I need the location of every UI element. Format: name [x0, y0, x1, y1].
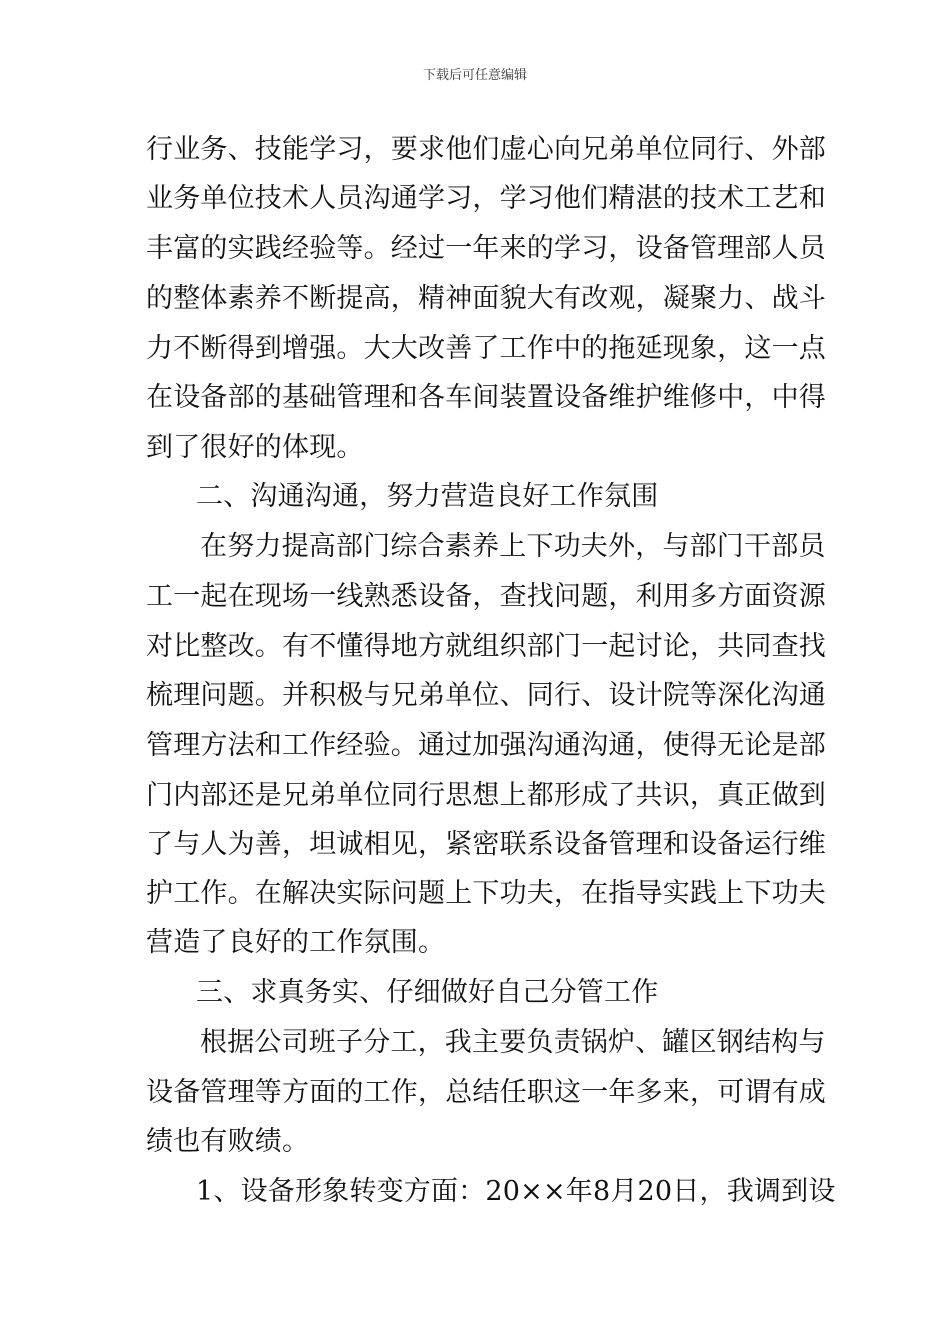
paragraph-line: 力不断得到增强。大大改善了工作中的拖延现象，这一点	[146, 333, 826, 364]
paragraph-line: 丰富的实践经验等。经过一年来的学习，设备管理部人员	[146, 233, 826, 264]
paragraph-line: 在努力提高部门综合素养上下功夫外，与部门干部员	[200, 531, 826, 562]
paragraph-line: 在设备部的基础管理和各车间装置设备维护维修中，中得	[146, 382, 826, 413]
paragraph-line: 工一起在现场一线熟悉设备，查找问题，利用多方面资源	[146, 581, 826, 612]
paragraph-line: 对比整改。有不懂得地方就组织部门一起讨论，共同查找	[146, 631, 826, 662]
page-header: 下载后可任意编辑	[422, 68, 527, 83]
paragraph-line: 营造了良好的工作氛围。	[146, 927, 446, 958]
section-heading: 三、求真务实、仔细做好自己分管工作	[196, 977, 659, 1008]
paragraph-line: 的整体素养不断提高，精神面貌大有改观，凝聚力、战斗	[146, 283, 826, 314]
paragraph-line: 了与人为善，坦诚相见，紧密联系设备管理和设备运行维	[146, 829, 826, 860]
section-heading: 二、沟通沟通，努力营造良好工作氛围	[196, 481, 659, 512]
paragraph-line: 绩也有败绩。	[146, 1126, 310, 1157]
paragraph-line: 1、设备形象转变方面：20××年8月20日，我调到设	[196, 1176, 836, 1207]
paragraph-line: 设备管理等方面的工作，总结任职这一年多来，可谓有成	[146, 1077, 826, 1108]
paragraph-line: 门内部还是兄弟单位同行思想上都形成了共识，真正做到	[146, 780, 826, 811]
paragraph-line: 行业务、技能学习，要求他们虚心向兄弟单位同行、外部	[146, 134, 826, 165]
paragraph-line: 根据公司班子分工，我主要负责锅炉、罐区钢结构与	[200, 1027, 826, 1058]
paragraph-line: 护工作。在解决实际问题上下功夫，在指导实践上下功夫	[146, 878, 826, 909]
paragraph-line: 管理方法和工作经验。通过加强沟通沟通，使得无论是部	[146, 730, 826, 761]
paragraph-line: 业务单位技术人员沟通学习，学习他们精湛的技术工艺和	[146, 183, 826, 214]
paragraph-line: 梳理问题。并积极与兄弟单位、同行、设计院等深化沟通	[146, 680, 826, 711]
paragraph-line: 到了很好的体现。	[146, 432, 364, 463]
